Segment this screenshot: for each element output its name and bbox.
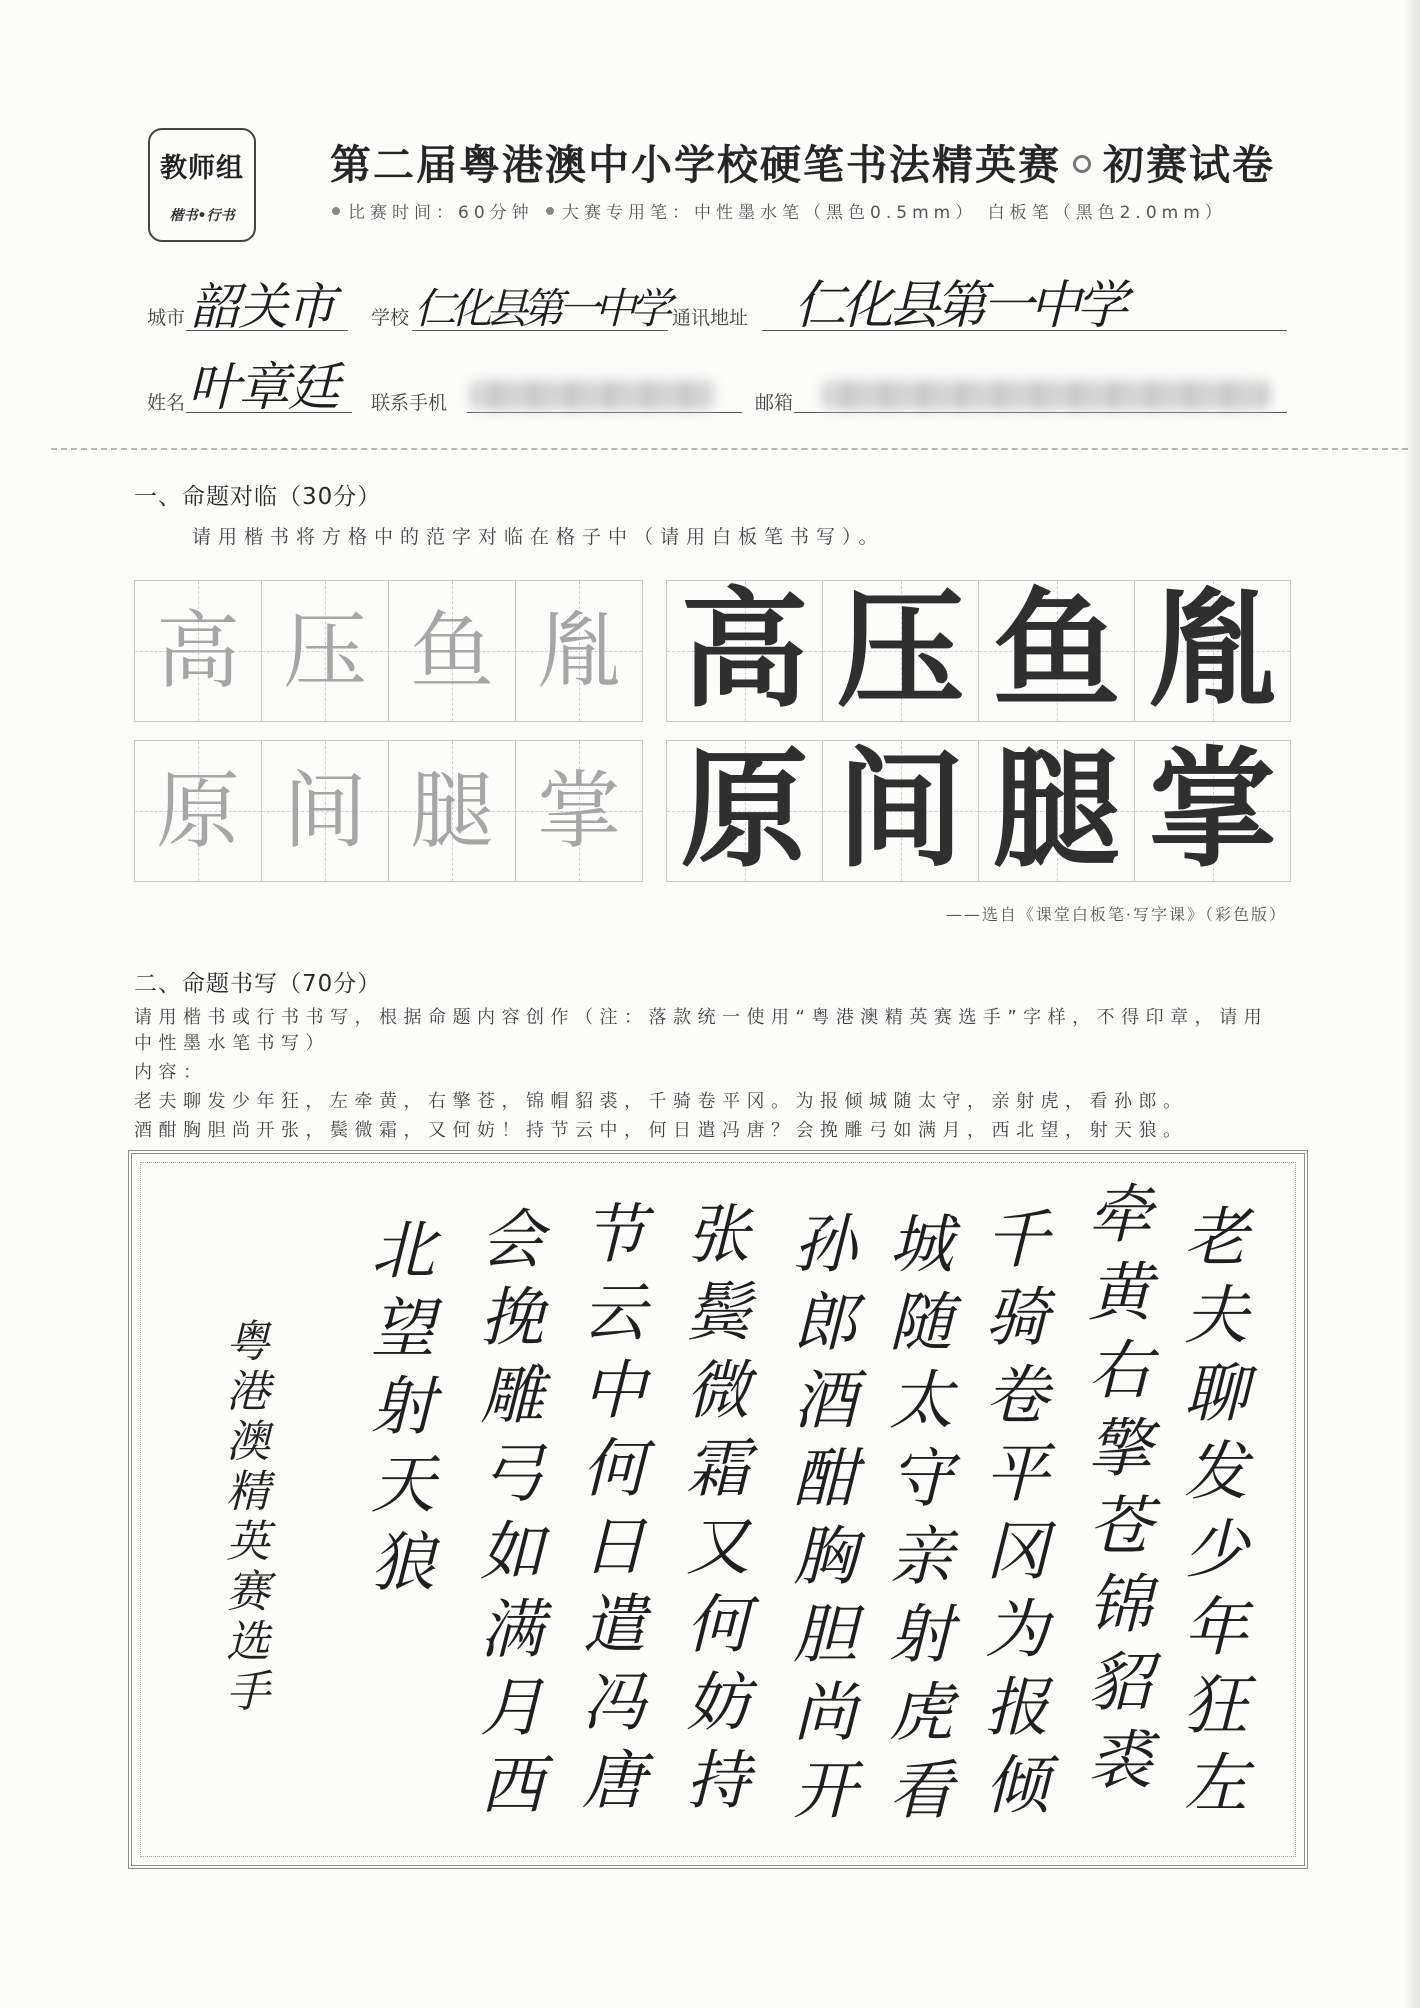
model-character: 原 — [680, 736, 809, 885]
model-character: 高 — [680, 576, 809, 725]
handwritten-column: 北望射天狼 — [360, 1216, 434, 1606]
city-label: 城市 — [147, 307, 186, 329]
model-grid-cell — [978, 736, 1135, 885]
title-suffix: 初赛试卷 — [1103, 141, 1275, 189]
copy-character: 掌 — [536, 762, 621, 860]
school-label: 学校 — [371, 307, 410, 329]
copy-grid-cell — [261, 740, 389, 882]
copy-character: 压 — [282, 602, 367, 700]
copy-grid-row — [134, 580, 642, 722]
copy-character: 间 — [282, 762, 367, 860]
copy-grid-cell — [515, 740, 643, 882]
copy-grid-cell — [134, 580, 262, 722]
section-divider — [51, 448, 1408, 450]
content-line: 酒酣胸胆尚开张，鬓微霜，又何妨！持节云中，何日遣冯唐？会挽雕弓如满月，西北望，射天狼。 — [134, 1120, 1188, 1141]
section2-instruction-line: 请用楷书或行书书写，根据命题内容创作（注：落款统一使用“粤港澳精英赛选手”字样，不得印章，请用 — [134, 1007, 1269, 1028]
content-label: 内容： — [134, 1062, 208, 1083]
handwritten-column: 牵黄右擎苍锦貂裘 — [1077, 1180, 1151, 1804]
handwritten-column: 会挽雕弓如满月西 — [469, 1205, 543, 1829]
model-grid-cell — [1134, 736, 1291, 885]
info-bullet-icon — [546, 207, 554, 215]
model-grid-cell — [978, 576, 1135, 725]
badge-styles-label: 楷书•行书 — [169, 208, 235, 224]
handwritten-column: 节云中何日遣冯唐 — [571, 1200, 645, 1824]
group-badge — [148, 128, 256, 242]
copy-character: 腿 — [409, 762, 494, 860]
school-value: 仁化县第一中学 — [414, 284, 667, 333]
info-bullet-icon — [332, 207, 340, 215]
handwritten-column: 千骑卷平冈为报倾 — [974, 1205, 1048, 1829]
model-grid-cell — [666, 576, 823, 725]
copy-character: 高 — [155, 602, 240, 700]
paper-info-line — [330, 198, 1227, 223]
model-grid-cell — [666, 736, 823, 885]
copy-grid-cell — [515, 580, 643, 722]
info-time: 比赛时间：60分钟 — [348, 203, 534, 223]
copy-grid-cell — [261, 580, 389, 722]
phone-underline — [467, 412, 742, 413]
copy-grid-cell — [388, 580, 516, 722]
model-character: 掌 — [1148, 736, 1277, 885]
city-value: 韶关市 — [190, 278, 334, 336]
model-source-caption: ——选自《课堂白板笔·写字课》（彩色版） — [945, 905, 1287, 924]
model-grid-cell — [822, 736, 979, 885]
model-character: 间 — [836, 736, 965, 885]
section2-instruction-line: 中性墨水笔书写） — [134, 1033, 330, 1054]
section1-heading: 一、命题对临（30分） — [134, 484, 382, 510]
model-grid-cell — [1134, 576, 1291, 725]
signature: 粤港澳精英赛选手 — [218, 1318, 269, 1718]
section1-instruction: 请用楷书将方格中的范字对临在格子中（请用白板笔书写）。 — [192, 526, 885, 548]
section2-heading: 二、命题书写（70分） — [134, 971, 382, 997]
model-character: 腿 — [992, 736, 1121, 885]
handwritten-column: 张鬓微霜又何妨持 — [675, 1200, 749, 1824]
name-label: 姓名 — [147, 392, 186, 414]
copy-character: 鱼 — [409, 602, 494, 700]
copy-character: 胤 — [536, 602, 621, 700]
model-character: 鱼 — [992, 576, 1121, 725]
copy-grid-cell — [134, 740, 262, 882]
title-main: 第二届粤港澳中小学校硬笔书法精英赛 — [330, 141, 1061, 189]
address-value: 仁化县第一中学 — [794, 276, 1124, 336]
copy-character: 原 — [155, 762, 240, 860]
content-line: 老夫聊发少年狂，左牵黄，右擎苍，锦帽貂裘，千骑卷平冈。为报倾城随太守，亲射虎，看孙郎。 — [134, 1091, 1188, 1112]
badge-group-label: 教师组 — [160, 153, 244, 184]
paper-title — [330, 132, 1275, 191]
phone-redacted — [470, 380, 715, 410]
info-pens: 大赛专用笔：中性墨水笔（黑色0.5mm） 白板笔（黑色2.0mm） — [562, 203, 1227, 223]
scan-edge-shadow — [1404, 0, 1420, 2008]
model-character: 压 — [836, 576, 965, 725]
phone-label: 联系手机 — [371, 392, 448, 414]
email-redacted — [822, 380, 1270, 410]
model-character: 胤 — [1148, 576, 1277, 725]
model-grid-row — [666, 576, 1290, 725]
email-underline — [794, 412, 1287, 413]
handwritten-column: 孙郎酒酣胸胆尚开 — [782, 1210, 856, 1834]
email-label: 邮箱 — [755, 392, 794, 414]
handwritten-column: 城随太守亲射虎看 — [878, 1210, 952, 1834]
handwritten-column: 老夫聊发少年狂左 — [1173, 1203, 1247, 1827]
model-grid-row — [666, 736, 1290, 885]
copy-grid-row — [134, 740, 642, 882]
model-grid-cell — [822, 576, 979, 725]
title-separator-icon — [1073, 155, 1091, 173]
address-label: 通讯地址 — [672, 307, 749, 329]
name-value: 叶章廷 — [188, 358, 339, 418]
copy-grid-cell — [388, 740, 516, 882]
